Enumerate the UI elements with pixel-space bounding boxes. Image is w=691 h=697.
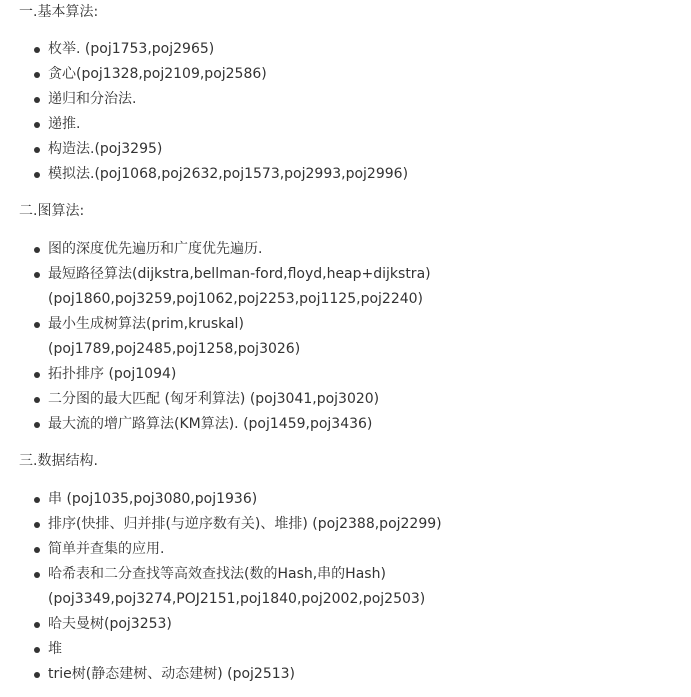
bullet-dot-icon: [34, 422, 40, 428]
bullet-dot-icon: [34, 72, 40, 78]
bullet-dot-icon: [34, 247, 40, 253]
section-title: 三.数据结构.: [19, 453, 98, 469]
bullet-dot-icon: [34, 497, 40, 503]
list-item: 模拟法.(poj1068,poj2632,poj1573,poj2993,poj2996): [48, 162, 691, 187]
bullet-dot-icon: [34, 547, 40, 553]
list-item: 最短路径算法(dijkstra,bellman-ford,floyd,heap+dijkstra) (poj1860,poj3259,poj1062,poj2253,poj1125,poj2240): [48, 262, 691, 312]
bullet-list: [19, 237, 691, 437]
list-item: 排序(快排、归并排(与逆序数有关)、堆排) (poj2388,poj2299): [48, 512, 691, 537]
bullet-dot-icon: [34, 572, 40, 578]
list-item: 贪心(poj1328,poj2109,poj2586): [48, 62, 691, 87]
list-item: 递推.: [48, 112, 691, 137]
list-item: 递归和分治法.: [48, 87, 691, 112]
list-item: 枚举. (poj1753,poj2965): [48, 37, 691, 62]
section-graph-algorithms: [19, 199, 691, 437]
bullet-dot-icon: [34, 372, 40, 378]
bullet-dot-icon: [34, 272, 40, 278]
list-item: trie树(静态建树、动态建树) (poj2513): [48, 662, 691, 687]
list-item: 最小生成树算法(prim,kruskal) (poj1789,poj2485,poj1258,poj3026): [48, 312, 691, 362]
bullet-dot-icon: [34, 622, 40, 628]
list-item: 串 (poj1035,poj3080,poj1936): [48, 487, 691, 512]
bullet-dot-icon: [34, 172, 40, 178]
bullet-dot-icon: [34, 122, 40, 128]
bullet-dot-icon: [34, 397, 40, 403]
section-title: 一.基本算法:: [19, 4, 99, 20]
list-item: 简单并查集的应用.: [48, 537, 691, 562]
bullet-dot-icon: [34, 147, 40, 153]
bullet-list: [19, 37, 691, 187]
list-item: 构造法.(poj3295): [48, 137, 691, 162]
list-item: 拓扑排序 (poj1094): [48, 362, 691, 387]
bullet-dot-icon: [34, 47, 40, 53]
bullet-dot-icon: [34, 672, 40, 678]
bullet-dot-icon: [34, 322, 40, 328]
list-item: 最大流的增广路算法(KM算法). (poj1459,poj3436): [48, 412, 691, 437]
list-item: 哈希表和二分查找等高效查找法(数的Hash,串的Hash) (poj3349,poj3274,POJ2151,poj1840,poj2002,poj2503): [48, 562, 691, 612]
section-title: 二.图算法:: [19, 203, 85, 219]
list-item: 二分图的最大匹配 (匈牙利算法) (poj3041,poj3020): [48, 387, 691, 412]
section-basic-algorithms: [19, 0, 691, 187]
bullet-dot-icon: [34, 522, 40, 528]
list-item: 哈夫曼树(poj3253): [48, 612, 691, 637]
section-data-structures: [19, 449, 691, 687]
bullet-list: [19, 487, 691, 687]
bullet-dot-icon: [34, 647, 40, 653]
list-item: 图的深度优先遍历和广度优先遍历.: [48, 237, 691, 262]
list-item: 堆: [48, 637, 691, 662]
bullet-dot-icon: [34, 97, 40, 103]
